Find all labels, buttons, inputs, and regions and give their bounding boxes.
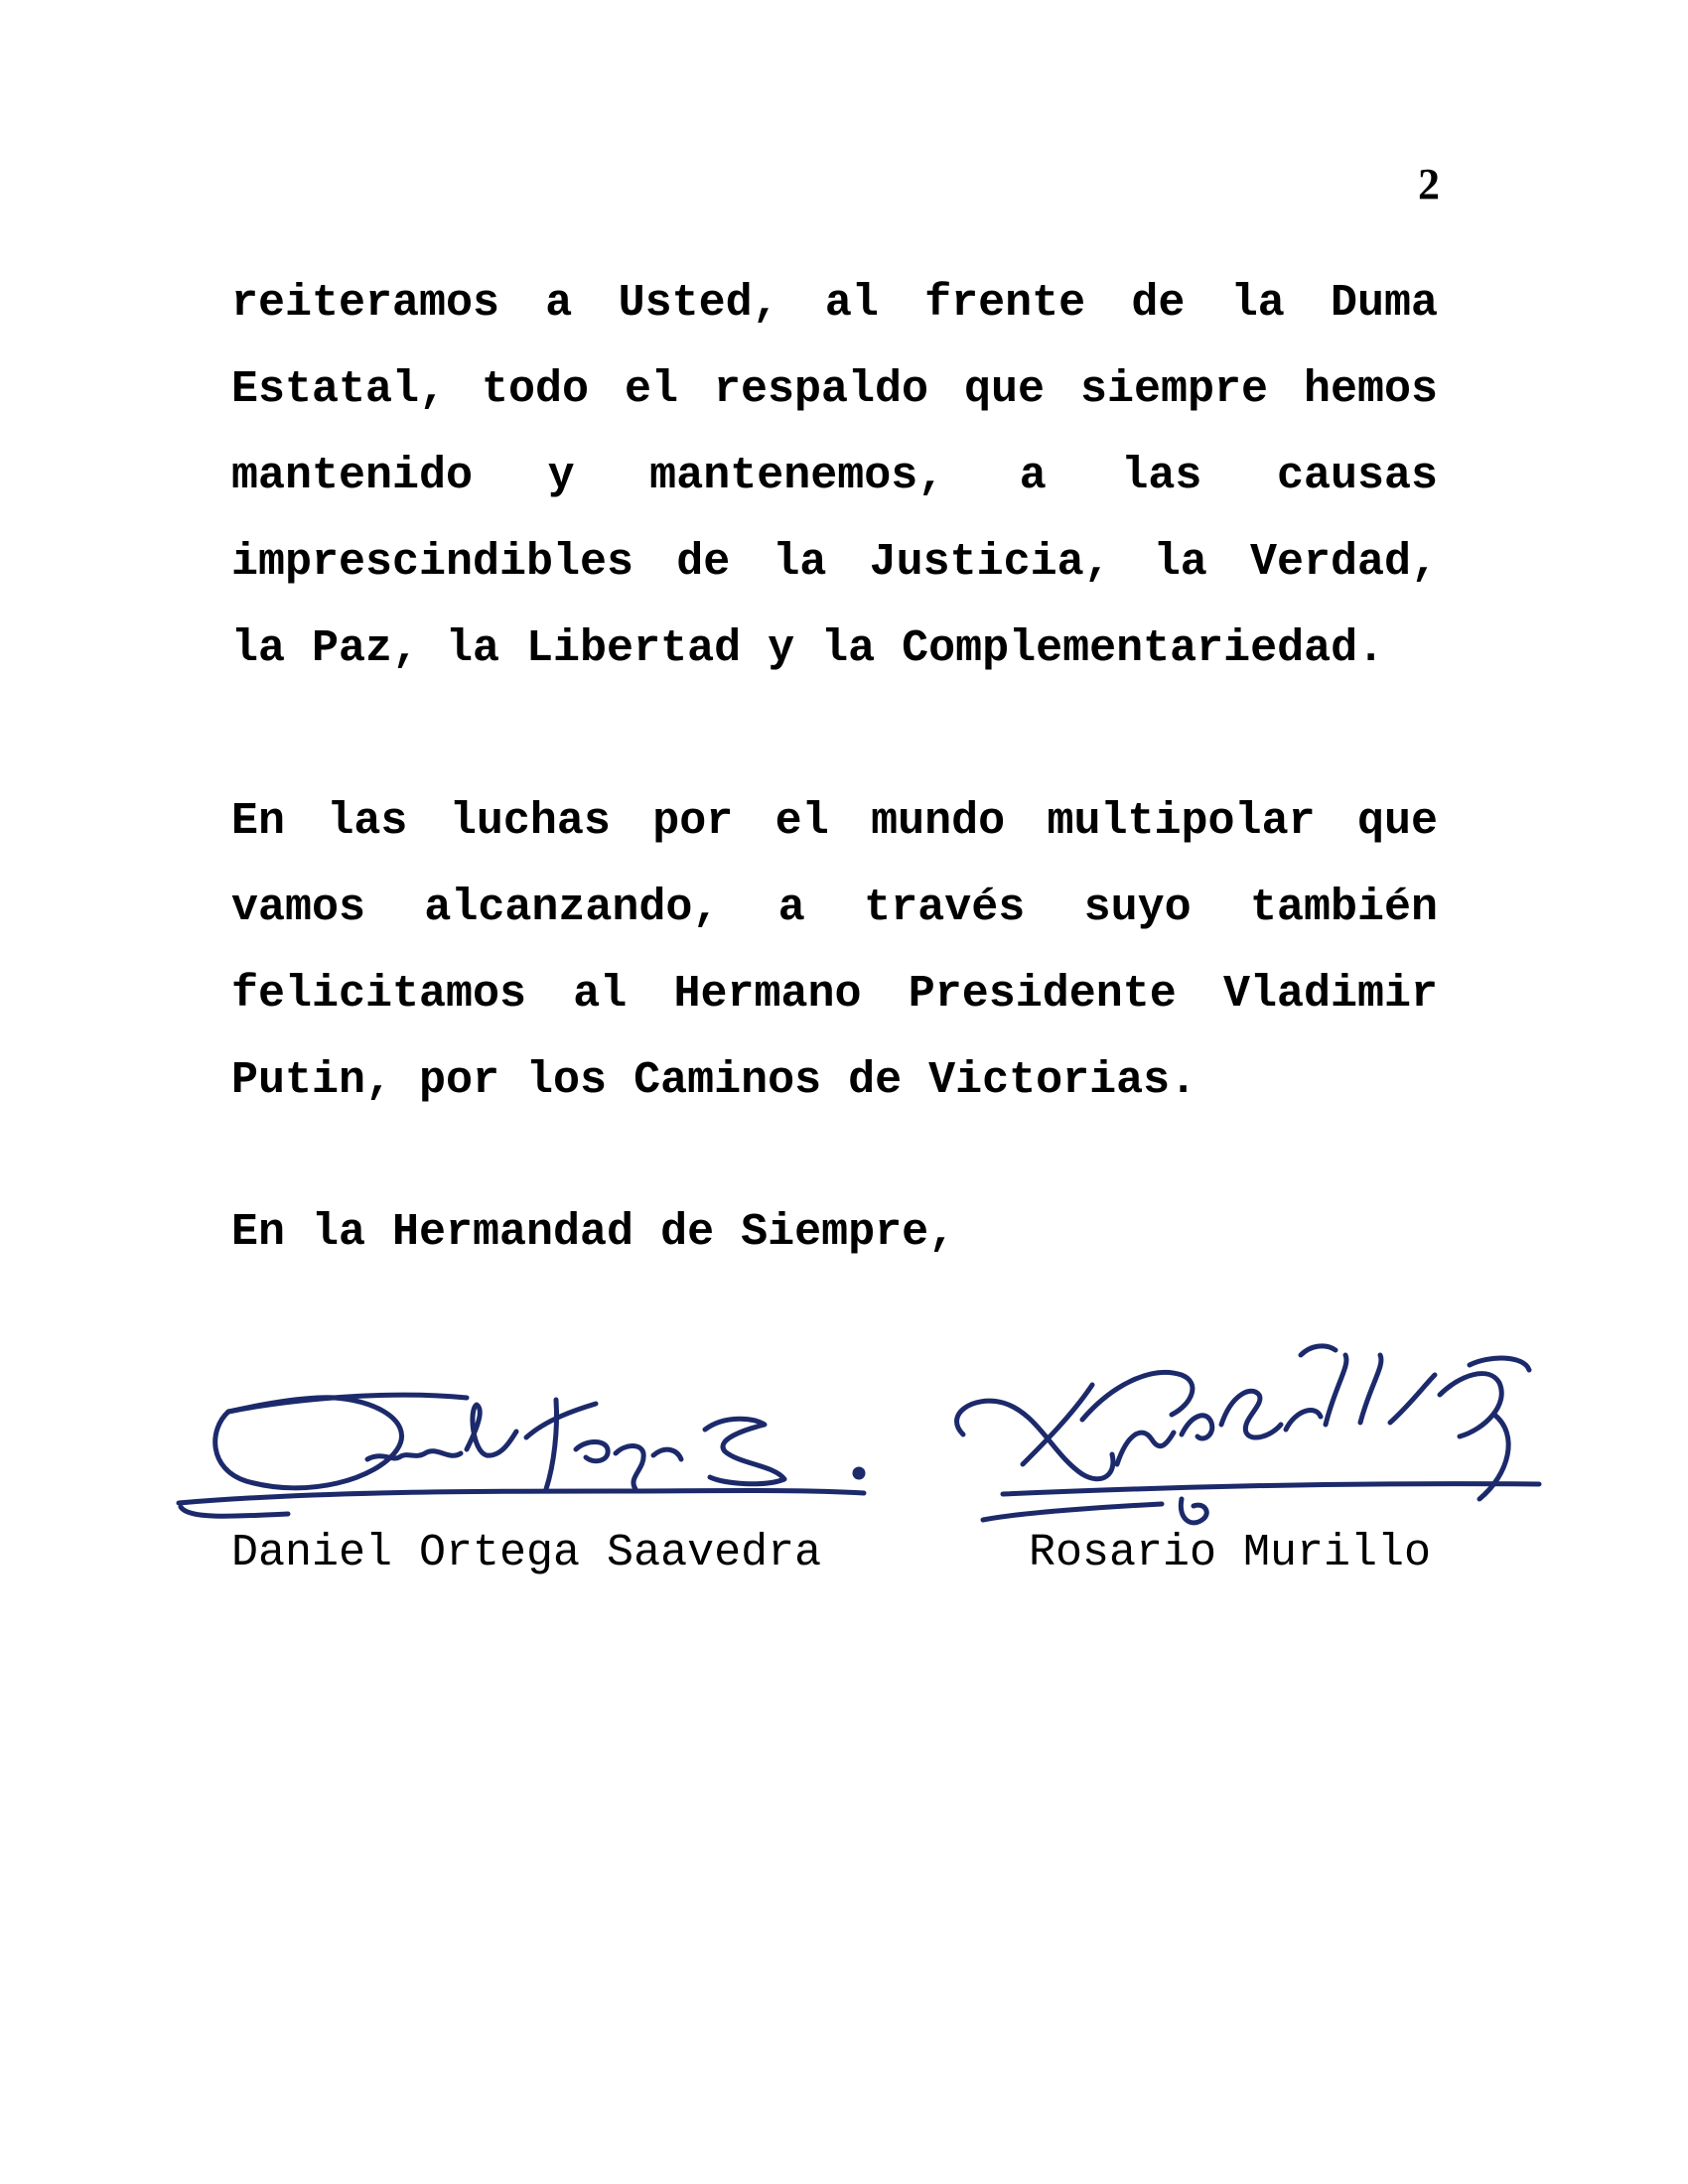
closing-salutation: En la Hermandad de Siempre, <box>231 1207 956 1258</box>
signatory-name-left: Daniel Ortega Saavedra <box>231 1528 822 1578</box>
paragraph-line: la Paz, la Libertad y la Complementariedad. <box>231 623 1385 674</box>
paragraph-line: Putin, por los Caminos de Victorias. <box>231 1055 1197 1106</box>
signatory-name-right: Rosario Murillo <box>1029 1528 1432 1578</box>
paragraph-line: vamos alcanzando, a través suyo también <box>231 883 1438 933</box>
handwritten-signature-icon <box>943 1325 1559 1554</box>
paragraph-line: mantenido y mantenemos, a las causas <box>231 451 1438 501</box>
paragraph-2 <box>231 778 1438 1124</box>
page-number: 2 <box>1418 160 1440 208</box>
paragraph-line: imprescindibles de la Justicia, la Verdad, <box>231 537 1438 588</box>
handwritten-signature-icon <box>169 1370 904 1529</box>
paragraph-1 <box>231 260 1438 692</box>
paragraph-line: felicitamos al Hermano Presidente Vladimir <box>231 969 1438 1020</box>
paragraph-line: reiteramos a Usted, al frente de la Duma <box>231 278 1438 329</box>
paragraph-line: Estatal, todo el respaldo que siempre hemos <box>231 364 1438 415</box>
paragraph-line: En las luchas por el mundo multipolar que <box>231 796 1438 847</box>
